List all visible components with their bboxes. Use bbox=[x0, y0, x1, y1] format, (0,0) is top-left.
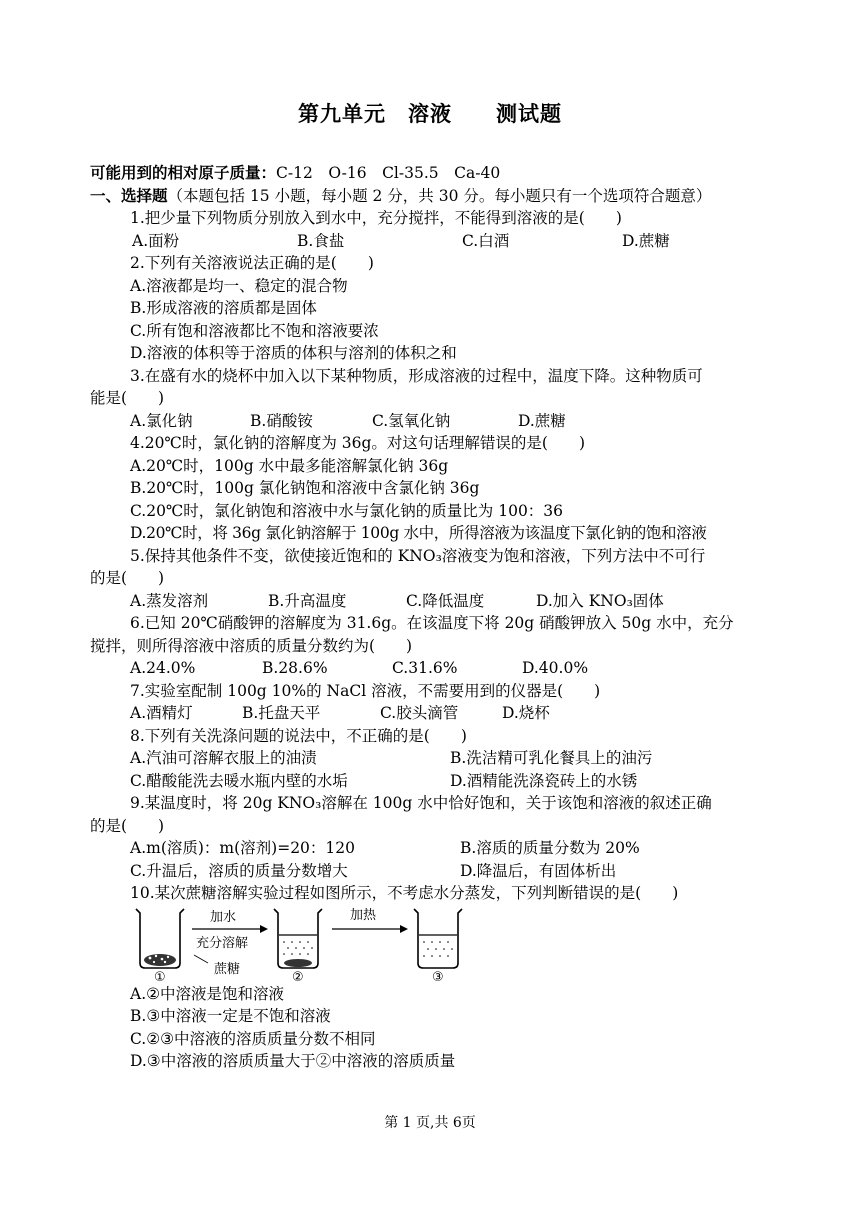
option: B.形成溶液的溶质都是固体 bbox=[130, 299, 317, 317]
option: A.20℃时，100g 水中最多能溶解氯化钠 36g bbox=[130, 456, 449, 475]
option: D.20℃时，将 36g 氯化钠溶解于 100g 水中，所得溶液为该温度下氯化钠的饱和溶液 bbox=[130, 524, 707, 542]
option: B.洗洁精可乳化餐具上的油污 bbox=[450, 749, 653, 767]
question-9-stem: 9.某温度时，将 20g KNO₃溶解在 100g 水中恰好饱和，关于该饱和溶液的叙述正确 bbox=[130, 794, 712, 812]
question-9-stem-cont: 的是( ) bbox=[90, 816, 165, 835]
option: D.40.0% bbox=[522, 659, 589, 677]
question-1-options bbox=[90, 230, 775, 253]
option: C.氢氧化钠 bbox=[372, 411, 451, 430]
section-note: （本题包括 15 小题，每小题 2 分，共 30 分。每小题只有一个选项符合题意） bbox=[167, 186, 712, 205]
sugar-dissolution-figure bbox=[130, 905, 775, 983]
question-5-stem: 5.保持其他条件不变，欲使接近饱和的 KNO₃溶液变为饱和溶液，下列方法中不可行 bbox=[130, 546, 706, 565]
question-8-options-row1 bbox=[90, 747, 775, 770]
figure-num-3: ③ bbox=[432, 969, 444, 983]
page-footer: 第 1 页,共 6页 bbox=[384, 1115, 476, 1131]
option: C.白酒 bbox=[462, 231, 510, 250]
question-8-stem: 8.下列有关洗涤问题的说法中，不正确的是( ) bbox=[130, 726, 467, 745]
figure-num-1: ① bbox=[154, 969, 166, 983]
beaker-3 bbox=[414, 909, 462, 968]
page-title: 第九单元 溶液 测试题 bbox=[298, 102, 562, 126]
arrow-head-1 bbox=[260, 925, 268, 933]
option: A.汽油可溶解衣服上的油渍 bbox=[130, 749, 317, 767]
option: B.硝酸铵 bbox=[250, 411, 313, 430]
section-title: 一、选择题 bbox=[90, 186, 168, 205]
label-sugar: 蔗糖 bbox=[214, 961, 241, 977]
option: D.蔗糖 bbox=[622, 231, 670, 250]
option: B.食盐 bbox=[297, 231, 345, 250]
option: C.20℃时，氯化钠饱和溶液中水与氯化钠的质量比为 100：36 bbox=[130, 501, 564, 520]
question-3-options bbox=[90, 410, 775, 433]
question-1-stem: 1.把少量下列物质分别放入到水中，充分搅拌，不能得到溶液的是( ) bbox=[130, 209, 622, 227]
option: A.蒸发溶剂 bbox=[130, 591, 209, 610]
option: D.降温后，有固体析出 bbox=[460, 861, 617, 880]
option: C.31.6% bbox=[392, 659, 458, 677]
option: A.m(溶质)：m(溶剂)=20：120 bbox=[130, 839, 356, 857]
question-5-options bbox=[90, 590, 775, 613]
figure-num-2: ② bbox=[292, 969, 304, 983]
question-9-options-row1 bbox=[90, 837, 775, 860]
question-3-stem-cont: 能是( ) bbox=[90, 389, 165, 407]
option: A.面粉 bbox=[132, 231, 180, 250]
atomic-mass-values: C-12 O-16 Cl-35.5 Ca-40 bbox=[276, 164, 501, 182]
option: B.溶质的质量分数为 20% bbox=[460, 839, 640, 857]
option: A.氯化钠 bbox=[130, 411, 193, 430]
sugar-pile-icon bbox=[144, 954, 176, 966]
option: D.酒精能洗涤瓷砖上的水锈 bbox=[450, 771, 638, 790]
arrow-head-2 bbox=[400, 925, 408, 933]
option: B.③中溶液一定是不饱和溶液 bbox=[130, 1007, 331, 1025]
label-dissolve: 充分溶解 bbox=[196, 935, 249, 951]
question-2-stem: 2.下列有关溶液说法正确的是( ) bbox=[130, 254, 374, 272]
sugar-pointer-line bbox=[194, 955, 208, 963]
option: B.20℃时，100g 氯化钠饱和溶液中含氯化钠 36g bbox=[130, 479, 480, 497]
option: B.托盘天平 bbox=[242, 704, 321, 722]
option: C.胶头滴管 bbox=[380, 704, 459, 722]
option: D.烧杯 bbox=[502, 704, 550, 722]
beaker-diagram bbox=[130, 905, 490, 983]
option: D.溶液的体积等于溶质的体积与溶剂的体积之和 bbox=[130, 344, 457, 362]
option: B.28.6% bbox=[262, 659, 328, 677]
option: D.③中溶液的溶质质量大于②中溶液的溶质质量 bbox=[130, 1052, 456, 1070]
option: C.醋酸能洗去暖水瓶内壁的水垢 bbox=[130, 771, 348, 790]
option: A.24.0% bbox=[130, 659, 196, 677]
option: C.降低温度 bbox=[406, 591, 485, 610]
atomic-mass-label: 可能用到的相对原子质量： bbox=[90, 164, 277, 182]
option: A.溶液都是均一、稳定的混合物 bbox=[130, 276, 348, 295]
question-7-stem: 7.实验室配制 100g 10%的 NaCl 溶液，不需要用到的仪器是( ) bbox=[130, 681, 601, 700]
question-6-stem-cont: 搅拌，则所得溶液中溶质的质量分数约为( ) bbox=[90, 636, 413, 655]
question-10-stem: 10.某次蔗糖溶解实验过程如图所示，不考虑水分蒸发，下列判断错误的是( ) bbox=[130, 884, 679, 902]
exam-content bbox=[90, 162, 775, 1073]
beaker-2 bbox=[274, 909, 322, 968]
beaker-1 bbox=[136, 909, 184, 968]
label-add-water: 加水 bbox=[210, 909, 237, 925]
option: B.升高温度 bbox=[268, 591, 347, 610]
label-heat: 加热 bbox=[350, 907, 377, 923]
question-6-options bbox=[90, 657, 775, 680]
option: D.蔗糖 bbox=[518, 411, 566, 430]
question-7-options bbox=[90, 702, 775, 725]
question-5-stem-cont: 的是( ) bbox=[90, 569, 165, 587]
question-4-stem: 4.20℃时，氯化钠的溶解度为 36g。对这句话理解错误的是( ) bbox=[130, 434, 586, 452]
question-3-stem: 3.在盛有水的烧杯中加入以下某种物质，形成溶液的过程中，温度下降。这种物质可 bbox=[130, 366, 703, 385]
option: A.②中溶液是饱和溶液 bbox=[130, 984, 285, 1003]
option: C.所有饱和溶液都比不饱和溶液要浓 bbox=[130, 321, 379, 340]
question-9-options-row2 bbox=[90, 860, 775, 883]
option: D.加入 KNO₃固体 bbox=[536, 591, 664, 610]
option: C.②③中溶液的溶质质量分数不相同 bbox=[130, 1029, 376, 1048]
question-8-options-row2 bbox=[90, 770, 775, 793]
option: C.升温后，溶质的质量分数增大 bbox=[130, 861, 348, 880]
atomic-mass-line bbox=[90, 162, 775, 185]
option: A.酒精灯 bbox=[130, 704, 193, 722]
question-6-stem: 6.已知 20℃硝酸钾的溶解度为 31.6g。在该温度下将 20g 硝酸钾放入 50g 水中，充分 bbox=[130, 614, 734, 632]
section-heading bbox=[90, 185, 775, 208]
